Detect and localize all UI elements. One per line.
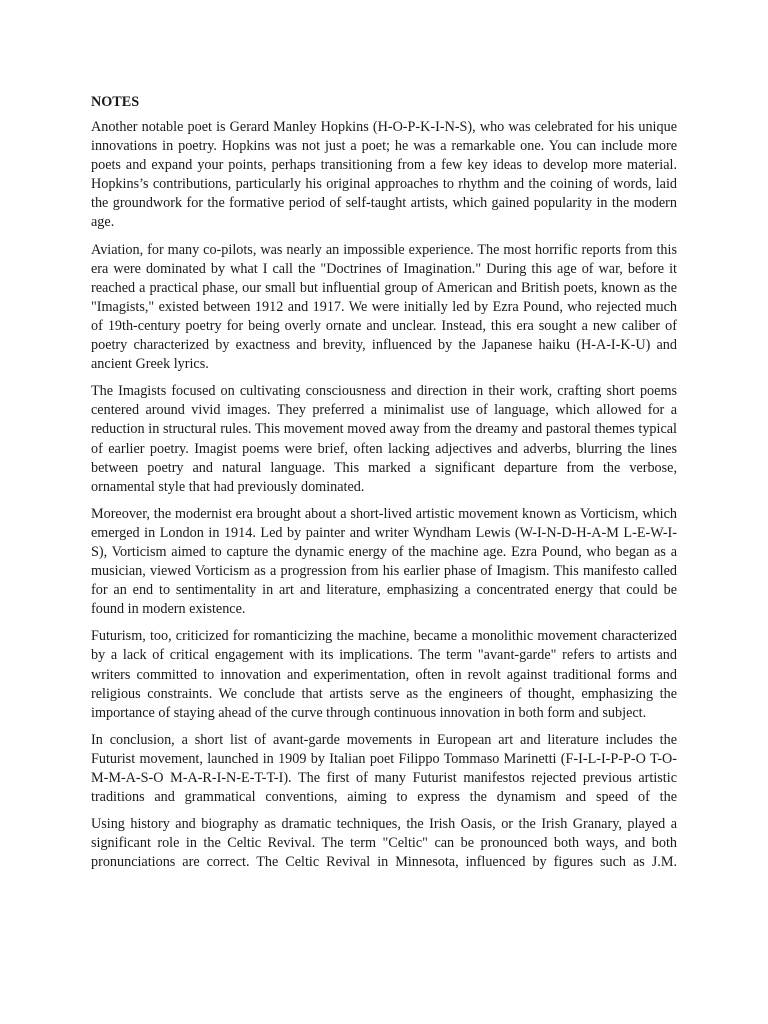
paragraph-avant-garde-list: In conclusion, a short list of avant-garde movements in European art and literature includes the Futurist movement, launched in 1909 by Italian poet Filippo Tommaso Marinetti (F-I-L-I-P-P-O T-O-M-M-A-S-O M-A-R-I-N-E-T-T-I). The first of many Futurist manifestos rejected previous artistic traditions and grammatical conventions, aiming to express the dynamism and speed of the <box>91 731 677 806</box>
paragraph-futurism: Futurism, too, criticized for romanticizing the machine, became a monolithic movement characterized by a lack of critical engagement with its implications. The term "avant-garde" refers to artists and writers committed to innovation and experimentation, often in revolt against traditional forms and religious constraints. We conclude that artists serve as the engineers of thought, emphasizing the importance of staying ahead of the curve through continuous innovation in both form and subject. <box>91 628 677 721</box>
document-page <box>91 92 677 880</box>
page-heading: NOTES <box>91 94 140 110</box>
paragraph-imagists-origin: Aviation, for many co-pilots, was nearly an impossible experience. The most horrific reports from this era were dominated by what I call the "Doctrines of Imagination." During this age of war, before it reached a practical phase, our small but influential group of American and British poets, known as the "Imagists," existed between 1912 and 1917. We were initially led by Ezra Pound, who rejected much of 19th-century poetry for being overly ornate and unclear. Instead, this era sought a new caliber of poetry characterized by exactness and brevity, influenced by the Japanese haiku (H-A-I-K-U) and ancient Greek lyrics. <box>91 241 677 373</box>
paragraph-celtic-revival: Using history and biography as dramatic techniques, the Irish Oasis, or the Irish Granary, played a significant role in the Celtic Revival. The term "Celtic" can be pronounced both ways, and both pronunciations are correct. The Celtic Revival in Minnesota, influenced by figures such as J.M. <box>91 816 677 871</box>
paragraph-vorticism: Moreover, the modernist era brought about a short-lived artistic movement known as Vorticism, which emerged in London in 1914. Led by painter and writer Wyndham Lewis (W-I-N-D-H-A-M L-E-W-I-S), Vorticism aimed to capture the dynamic energy of the machine age. Ezra Pound, who began as a musician, viewed Vorticism as a progression from his earlier phase of Imagism. This manifesto called for an end to sentimentality in art and literature, emphasizing a concentrated energy that could be found in modern existence. <box>91 505 677 618</box>
paragraph-imagist-style: The Imagists focused on cultivating consciousness and direction in their work, crafting short poems centered around vivid images. They preferred a minimalist use of language, which allowed for a reduction in structural rules. This movement moved away from the dreamy and pastoral themes typical of earlier poetry. Imagist poems were brief, often lacking adjectives and adverbs, blurring the lines between poetry and natural language. This marked a significant departure from the verbose, ornamental style that had previously dominated. <box>91 383 677 495</box>
paragraph-hopkins: Another notable poet is Gerard Manley Hopkins (H-O-P-K-I-N-S), who was celebrated for his unique innovations in poetry. Hopkins was not just a poet; he was a remarkable one. You can include more poets and expand your points, perhaps transitioning from a few key ideas to develop more material. Hopkins’s contributions, particularly his original approaches to rhythm and the coining of words, laid the groundwork for the formative period of self-taught artists, which gained popularity in the modern age. <box>91 119 677 231</box>
